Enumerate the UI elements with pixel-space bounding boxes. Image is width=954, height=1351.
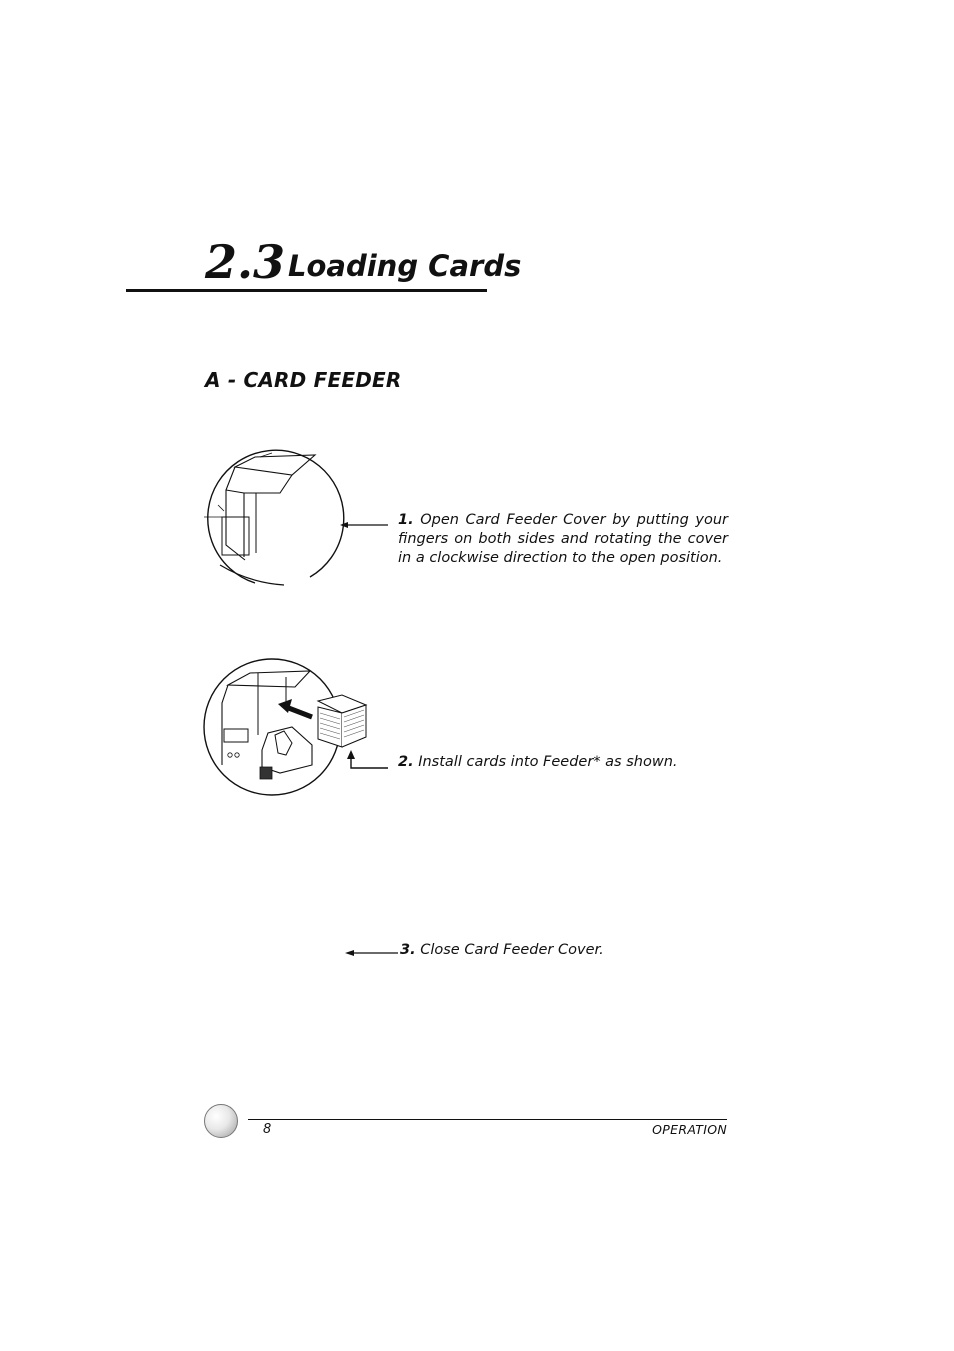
step-2-number: 2. (398, 754, 414, 770)
subsection-title: A - CARD FEEDER (205, 368, 402, 392)
step-2-text: Install cards into Feeder* as shown. (418, 754, 678, 770)
footer-rule (248, 1119, 727, 1120)
step-1-number: 1. (398, 512, 414, 528)
step-2 (398, 753, 728, 772)
step-3-number: 3. (400, 942, 416, 958)
page-number: 8 (263, 1122, 272, 1137)
section-number: 2.3 (205, 235, 286, 289)
section-title: Loading Cards (288, 249, 522, 283)
step-3-pointer-arrow (340, 946, 400, 960)
step-1-text: Open Card Feeder Cover by putting your fingers on both sides and rotating the cover in a clockwise direction to the open position. (398, 512, 729, 566)
install-cards-illustration (200, 655, 400, 800)
title-underline (126, 289, 487, 292)
step-3-text: Close Card Feeder Cover. (420, 942, 604, 958)
feeder-cover-illustration (200, 445, 400, 590)
step-3 (400, 941, 720, 960)
step-1 (398, 511, 728, 568)
page-marker-icon (204, 1104, 238, 1138)
footer-section-label: OPERATION (652, 1122, 727, 1137)
